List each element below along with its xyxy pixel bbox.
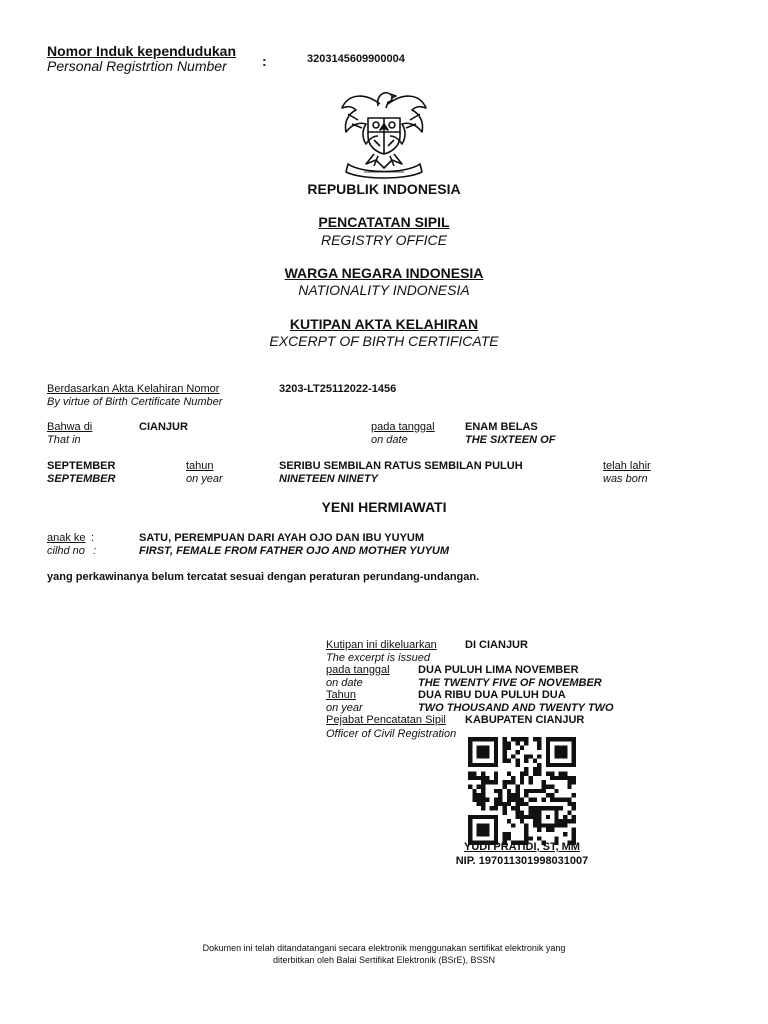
- marriage-note: yang perkawinanya belum tercatat sesuai dengan peraturan perundang-undangan.: [47, 571, 480, 583]
- date-label: pada tanggal: [371, 421, 435, 433]
- issue-date-label: pada tanggal: [326, 664, 390, 676]
- title-nationality-en: NATIONALITY INDONESIA: [298, 282, 470, 298]
- title-excerpt: KUTIPAN AKTA KELAHIRAN: [289, 316, 479, 332]
- child-label: anak ke: [47, 532, 86, 544]
- born-label-en: was born: [603, 473, 648, 485]
- month-value: SEPTEMBER: [47, 460, 116, 472]
- child-colon: :: [91, 532, 95, 544]
- person-name: YENI HERMIAWATI: [321, 499, 447, 515]
- basis-label-en: By virtue of Birth Certificate Number: [47, 396, 223, 408]
- issue-year-value: DUA RIBU DUA PULUH DUA: [418, 689, 566, 701]
- place-label-en: That in: [47, 434, 81, 446]
- garuda-emblem-icon: [334, 84, 434, 180]
- month-value-en: SEPTEMBER: [47, 473, 116, 485]
- title-republic: REPUBLIK INDONESIA: [307, 181, 461, 197]
- issue-year-label: Tahun: [326, 689, 356, 701]
- title-nationality: WARGA NEGARA INDONESIA: [284, 265, 484, 281]
- issue-date-label-en: on date: [326, 677, 363, 689]
- child-colon-en: :: [93, 545, 97, 557]
- title-office: PENCATATAN SIPIL: [318, 214, 450, 230]
- place-label: Bahwa di: [47, 421, 93, 433]
- issued-label-en: The excerpt is issued: [326, 652, 430, 664]
- issue-date-value-en: THE TWENTY FIVE OF NOVEMBER: [418, 677, 602, 689]
- date-label-en: on date: [371, 434, 408, 446]
- signer-nip: NIP. 197011301998031007: [455, 855, 589, 867]
- place-value: CIANJUR: [139, 421, 188, 433]
- issued-label: Kutipan ini dikeluarkan: [326, 639, 437, 651]
- footer-line-1: Dokumen ini telah ditandatangani secara elektronik menggunakan sertifikat elektronik yang: [202, 943, 566, 953]
- child-label-en: cilhd no: [47, 545, 85, 557]
- nik-value: 3203145609900004: [307, 53, 405, 65]
- footer-line-2: diterbitkan oleh Balai Sertifikat Elektronik (BSrE), BSSN: [272, 955, 496, 965]
- year-value-en: NINETEEN NINETY: [279, 473, 379, 485]
- title-excerpt-en: EXCERPT OF BIRTH CERTIFICATE: [269, 333, 499, 349]
- officer-value: KABUPATEN CIANJUR: [465, 714, 585, 726]
- basis-label: Berdasarkan Akta Kelahiran Nomor: [47, 383, 220, 395]
- year-value: SERIBU SEMBILAN RATUS SEMBILAN PULUH: [279, 460, 523, 472]
- child-value: SATU, PEREMPUAN DARI AYAH OJO DAN IBU YUYUM: [139, 532, 425, 544]
- issue-date-value: DUA PULUH LIMA NOVEMBER: [418, 664, 579, 676]
- officer-label: Pejabat Pencatatan Sipil: [326, 714, 446, 726]
- nik-label-en: Personal Registrtion Number: [47, 58, 227, 74]
- nik-colon: :: [262, 53, 267, 69]
- officer-label-en: Officer of Civil Registration: [326, 728, 457, 740]
- issued-value: DI CIANJUR: [465, 639, 528, 651]
- issue-year-label-en: on year: [326, 702, 363, 714]
- child-value-en: FIRST, FEMALE FROM FATHER OJO AND MOTHER YUYUM: [139, 545, 450, 557]
- basis-value: 3203-LT25112022-1456: [279, 383, 397, 395]
- nik-label: Nomor Induk kependudukan: [47, 43, 237, 59]
- issue-year-value-en: TWO THOUSAND AND TWENTY TWO: [418, 702, 614, 714]
- qr-code-icon: [468, 737, 576, 845]
- date-value: ENAM BELAS: [465, 421, 538, 433]
- year-label-en: on year: [186, 473, 223, 485]
- date-value-en: THE SIXTEEN OF: [465, 434, 556, 446]
- title-office-en: REGISTRY OFFICE: [320, 232, 447, 248]
- year-label: tahun: [186, 460, 214, 472]
- born-label: telah lahir: [603, 460, 651, 472]
- signer-name: YUDI PRATIDI, ST, MM: [464, 841, 580, 853]
